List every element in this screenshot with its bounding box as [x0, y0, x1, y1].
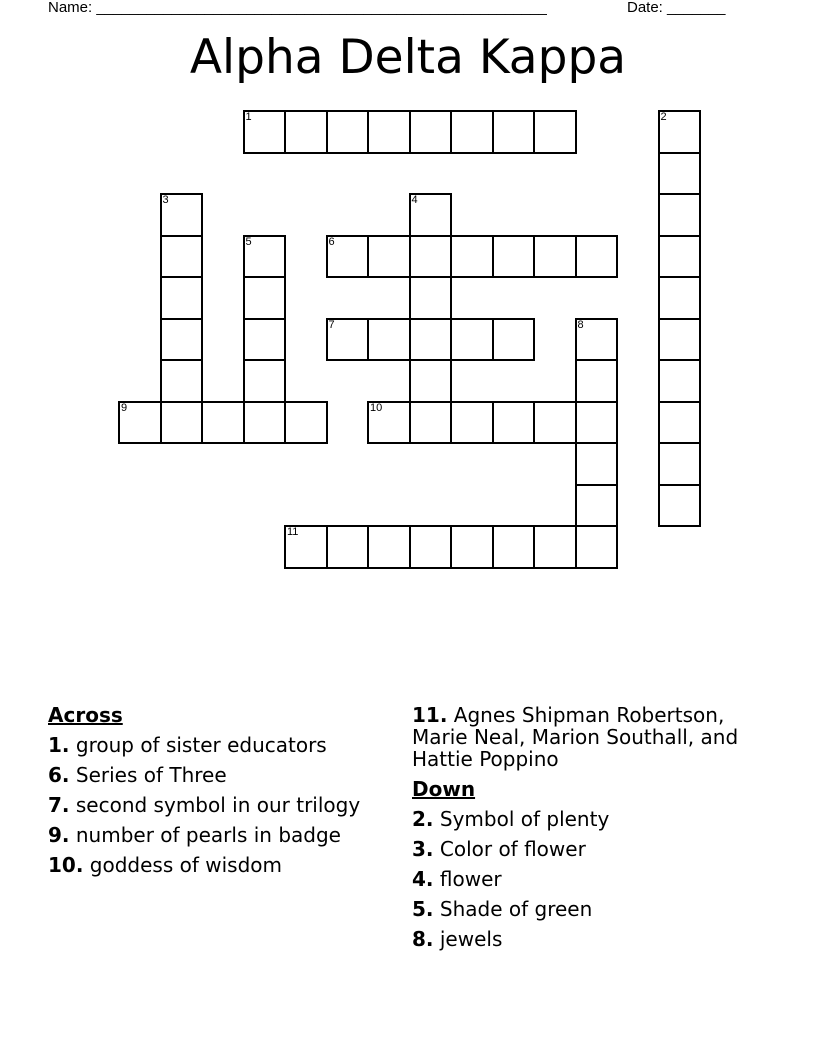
- cell-number: 1: [245, 111, 252, 123]
- clue-down-8: [412, 928, 782, 950]
- crossword-cell[interactable]: [658, 484, 702, 528]
- crossword-cell[interactable]: [658, 110, 702, 154]
- crossword-cell[interactable]: [492, 235, 536, 279]
- clue-number: 9.: [48, 823, 70, 847]
- crossword-cell[interactable]: [367, 318, 411, 362]
- crossword-cell[interactable]: [409, 110, 453, 154]
- clue-across-11: [412, 704, 782, 770]
- crossword-cell[interactable]: [284, 110, 328, 154]
- clue-number: 4.: [412, 867, 434, 891]
- crossword-cell[interactable]: [409, 235, 453, 279]
- crossword-cell[interactable]: [575, 318, 619, 362]
- crossword-cell[interactable]: [409, 401, 453, 445]
- down-heading: Down: [412, 777, 476, 801]
- clue-number: 3.: [412, 837, 434, 861]
- clue-number: 7.: [48, 793, 70, 817]
- clue-across-9: [48, 824, 378, 846]
- crossword-cell[interactable]: [409, 525, 453, 569]
- clue-down-3: [412, 838, 782, 860]
- crossword-cell[interactable]: [575, 442, 619, 486]
- crossword-cell[interactable]: [575, 401, 619, 445]
- crossword-cell[interactable]: [492, 401, 536, 445]
- crossword-cell[interactable]: [575, 525, 619, 569]
- clue-number: 2.: [412, 807, 434, 831]
- crossword-cell[interactable]: [450, 110, 494, 154]
- crossword-cell[interactable]: [450, 525, 494, 569]
- crossword-cell[interactable]: [326, 110, 370, 154]
- crossword-cell[interactable]: [243, 401, 287, 445]
- clue-down-2: [412, 808, 782, 830]
- clue-number: 1.: [48, 733, 70, 757]
- crossword-cell[interactable]: [243, 359, 287, 403]
- crossword-cell[interactable]: [326, 235, 370, 279]
- cell-number: 8: [577, 318, 584, 331]
- cell-number: 5: [245, 235, 252, 248]
- crossword-cell[interactable]: [367, 401, 411, 445]
- crossword-cell[interactable]: [243, 110, 287, 154]
- crossword-cell[interactable]: [492, 110, 536, 154]
- clue-text: Agnes Shipman Robertson, Marie Neal, Marion Southall, and Hattie Poppino: [412, 703, 739, 771]
- clue-across-1: [48, 734, 378, 756]
- clue-text: Symbol of plenty: [439, 807, 610, 831]
- crossword-cell[interactable]: [450, 318, 494, 362]
- clue-number: 10.: [48, 853, 84, 877]
- clue-text: Shade of green: [439, 897, 593, 921]
- clue-number: 5.: [412, 897, 434, 921]
- clue-text: Series of Three: [75, 763, 227, 787]
- crossword-cell[interactable]: [658, 401, 702, 445]
- clue-across-7: [48, 794, 378, 816]
- cell-number: 11: [287, 526, 299, 538]
- clue-number: 6.: [48, 763, 70, 787]
- clue-text: jewels: [439, 927, 503, 951]
- name-field[interactable]: Name: ______________________________________________________: [48, 0, 547, 16]
- clues-right-column: [412, 704, 782, 958]
- clue-number: 11.: [412, 703, 448, 727]
- crossword-cell[interactable]: [243, 318, 287, 362]
- crossword-cell[interactable]: [367, 525, 411, 569]
- cell-number: 4: [411, 194, 418, 206]
- crossword-cell[interactable]: [575, 484, 619, 528]
- crossword-cell[interactable]: [658, 318, 702, 362]
- crossword-cell[interactable]: [160, 318, 204, 362]
- crossword-cell[interactable]: [409, 193, 453, 237]
- crossword-cell[interactable]: [533, 525, 577, 569]
- cell-number: 3: [162, 194, 169, 206]
- crossword-cell[interactable]: [243, 276, 287, 320]
- cell-number: 6: [328, 235, 335, 248]
- crossword-cell[interactable]: [409, 276, 453, 320]
- crossword-cell[interactable]: [492, 318, 536, 362]
- page-title: Alpha Delta Kappa: [189, 30, 627, 85]
- crossword-cell[interactable]: [284, 401, 328, 445]
- crossword-cell[interactable]: [533, 110, 577, 154]
- clue-across-6: [48, 764, 378, 786]
- crossword-cell[interactable]: [160, 359, 204, 403]
- clue-text: goddess of wisdom: [89, 853, 283, 877]
- crossword-cell[interactable]: [160, 276, 204, 320]
- cell-number: 7: [328, 318, 335, 331]
- date-field[interactable]: Date: _______: [627, 0, 726, 16]
- crossword-cell[interactable]: [658, 235, 702, 279]
- crossword-cell[interactable]: [409, 318, 453, 362]
- clue-down-5: [412, 898, 782, 920]
- across-heading: Across: [48, 703, 123, 727]
- cell-number: 10: [370, 401, 383, 414]
- crossword-cell[interactable]: [243, 235, 287, 279]
- crossword-cell[interactable]: [450, 401, 494, 445]
- crossword-cell[interactable]: [450, 235, 494, 279]
- crossword-cell[interactable]: [160, 235, 204, 279]
- crossword-cell[interactable]: [492, 525, 536, 569]
- crossword-cell[interactable]: [658, 193, 702, 237]
- clue-text: number of pearls in badge: [75, 823, 341, 847]
- crossword-cell[interactable]: [201, 401, 245, 445]
- crossword-cell[interactable]: [118, 401, 162, 445]
- crossword-cell[interactable]: [367, 110, 411, 154]
- crossword-cell[interactable]: [658, 359, 702, 403]
- crossword-cell[interactable]: [284, 525, 328, 569]
- crossword-cell[interactable]: [658, 276, 702, 320]
- crossword-cell[interactable]: [160, 401, 204, 445]
- crossword-cell[interactable]: [658, 152, 702, 196]
- cell-number: 9: [121, 401, 128, 414]
- crossword-cell[interactable]: [326, 318, 370, 362]
- cell-number: 2: [660, 111, 667, 123]
- clue-text: flower: [439, 867, 502, 891]
- crossword-cell[interactable]: [533, 235, 577, 279]
- crossword-cell[interactable]: [533, 401, 577, 445]
- clue-text: second symbol in our trilogy: [75, 793, 361, 817]
- crossword-cell[interactable]: [575, 235, 619, 279]
- crossword-cell[interactable]: [326, 525, 370, 569]
- crossword-cell[interactable]: [658, 442, 702, 486]
- crossword-cell[interactable]: [367, 235, 411, 279]
- crossword-cell[interactable]: [160, 193, 204, 237]
- clue-down-4: [412, 868, 782, 890]
- crossword-cell[interactable]: [575, 359, 619, 403]
- clue-text: group of sister educators: [75, 733, 327, 757]
- clues-left-column: [48, 704, 378, 884]
- clue-text: Color of flower: [439, 837, 586, 861]
- crossword-cell[interactable]: [409, 359, 453, 403]
- clue-number: 8.: [412, 927, 434, 951]
- clue-across-10: [48, 854, 378, 876]
